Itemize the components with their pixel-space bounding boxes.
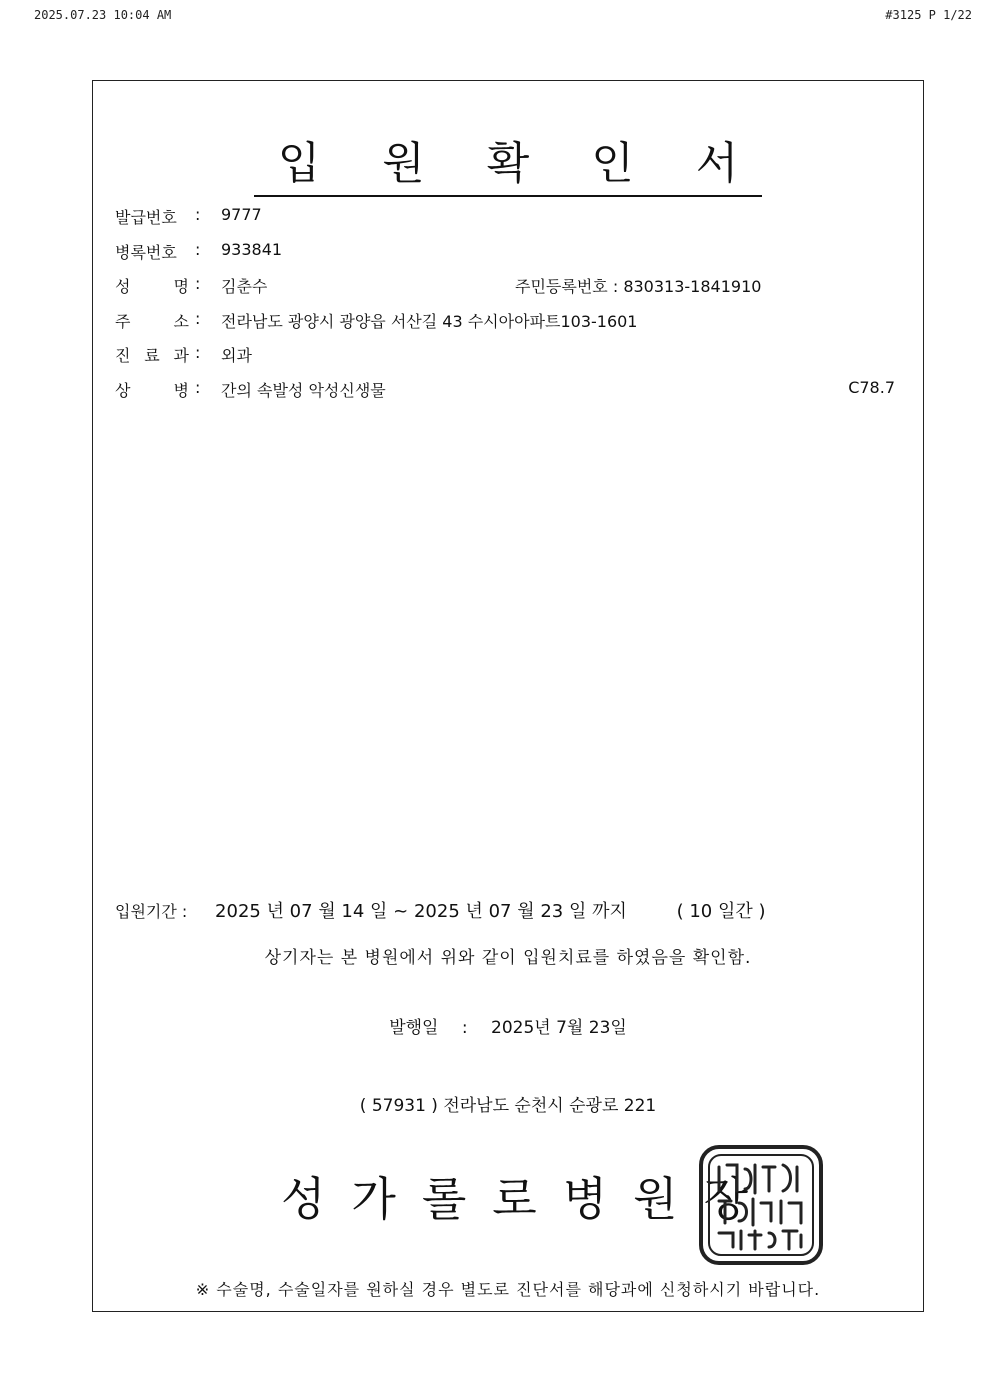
hospital-address: ( 57931 ) 전라남도 순천시 순광로 221 <box>359 1096 657 1116</box>
hospital-name: 성가롤로병원장 <box>281 1172 775 1226</box>
admission-period-label: 입원기간 : <box>115 902 188 921</box>
field-value: 김춘수 <box>221 277 268 296</box>
field-label: 성 명 <box>115 277 189 296</box>
admission-period-text: 2025 년 07 월 14 일 ~ 2025 년 07 월 23 일 까지 <box>215 901 627 922</box>
fax-page-info: #3125 P 1/22 <box>885 8 972 22</box>
field-label-text: 발급번호 <box>115 208 177 227</box>
field-label <box>115 205 189 228</box>
issue-date: 2025년 7월 23일 <box>491 1018 627 1038</box>
field-label <box>115 240 189 263</box>
certificate-frame <box>92 80 924 1312</box>
field-row-address: 주 소 : 전라남도 광양시 광양읍 서산길 43 수시아아파트103-1601 <box>115 308 638 331</box>
rrn-field: 주민등록번호 : 830313-1841910 <box>515 277 762 296</box>
fax-datetime: 2025.07.23 10:04 AM <box>34 8 172 22</box>
document-title: 입 원 확 인 서 <box>254 127 762 197</box>
admission-duration: ( 10 일간 ) <box>676 901 766 922</box>
info-fields <box>115 205 895 412</box>
field-row-record-number: 병록번호 : 933841 <box>115 239 283 262</box>
confirmation-statement: 상기자는 본 병원에서 위와 같이 입원치료를 하였음을 확인함. <box>264 948 752 968</box>
field-value: 외과 <box>221 346 252 365</box>
admission-period <box>115 897 765 923</box>
field-row-name: 성 명 : 김춘수 주민등록번호 : 830313-1841910 <box>115 274 762 296</box>
rrn-label: 주민등록번호 <box>515 277 608 296</box>
official-seal-stamp <box>697 1143 825 1267</box>
disease-code: C78.7 <box>848 377 895 397</box>
field-value: 9777 <box>221 205 262 224</box>
field-value: 전라남도 광양시 광양읍 서산길 43 수시아아파트103-1601 <box>221 311 638 331</box>
field-value: 933841 <box>221 239 283 259</box>
field-label: 주 소 <box>115 311 189 331</box>
field-label: 상 병 <box>115 380 189 400</box>
document-title-wrap <box>93 127 923 197</box>
field-value: 간의 속발성 악성신생물 <box>221 380 386 400</box>
field-row-diagnosis: 상 병 : 간의 속발성 악성신생물 C78.7 <box>115 377 895 400</box>
rrn-value: 830313-1841910 <box>623 277 762 296</box>
field-row-department: 진 료 과 : 외과 <box>115 343 252 365</box>
field-label-text: 병록번호 <box>115 242 177 262</box>
field-row-issue-number: 발급번호 : 9777 <box>115 205 262 227</box>
fax-header <box>0 8 1008 24</box>
field-label: 진 료 과 <box>115 346 189 365</box>
issue-date-line: 발행일 : 2025년 7월 23일 <box>389 1018 627 1038</box>
footnote: ※ 수술명, 수술일자를 원하실 경우 별도로 진단서를 해당과에 신청하시기 바랍니다. <box>195 1280 821 1299</box>
issue-label: 발행일 <box>389 1018 439 1038</box>
